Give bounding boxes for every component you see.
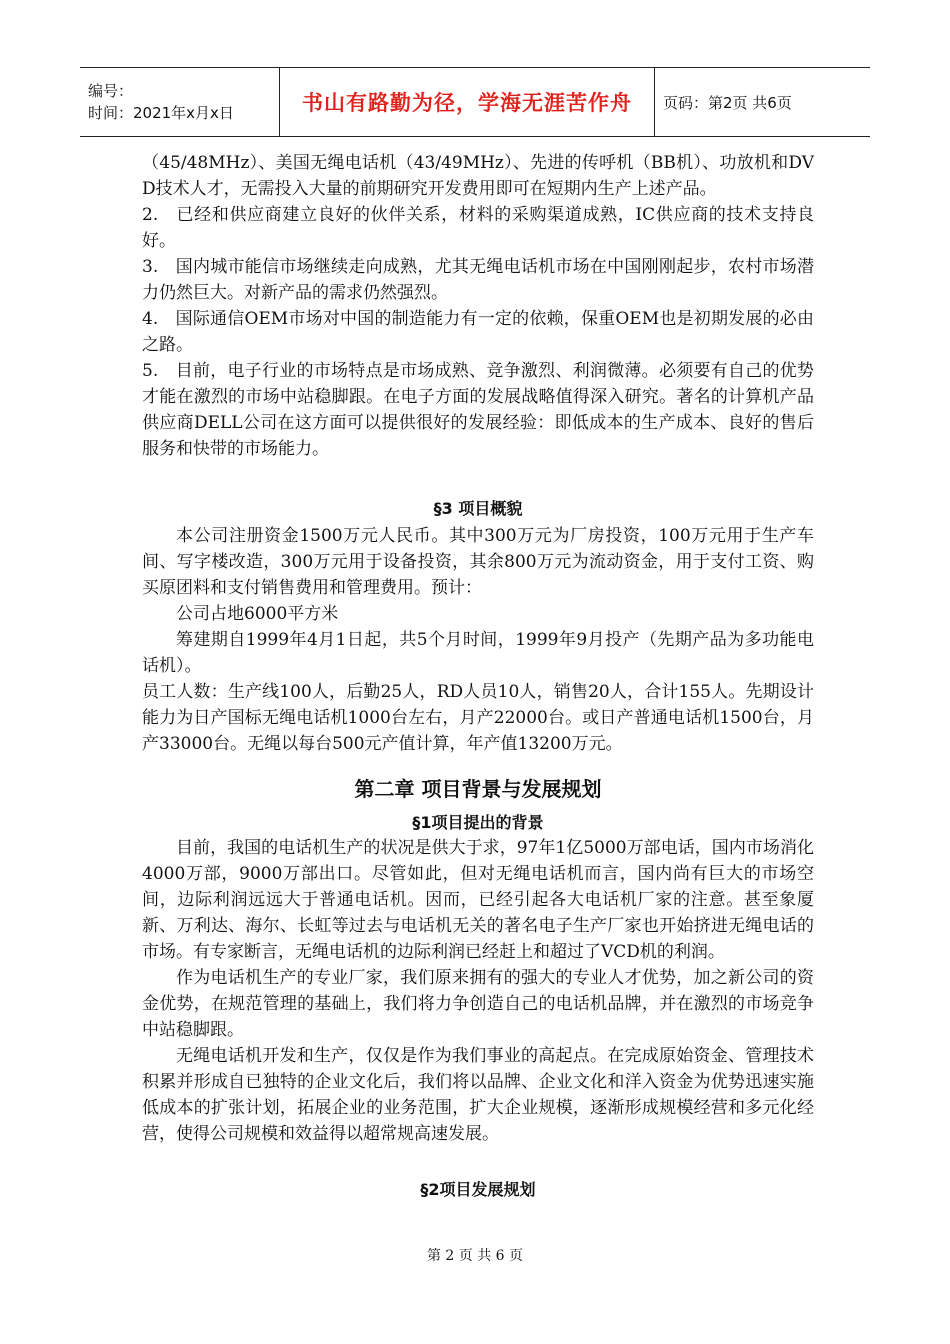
list-item-4: 4. 国际通信OEM市场对中国的制造能力有一定的依赖，保重OEM也是初期发展的必由之路。 — [142, 309, 814, 355]
chapter-2-heading: 第二章 项目背景与发展规划 — [354, 777, 602, 801]
paragraph-1: （45/48MHz）、美国无绳电话机（43/49MHz）、先进的传呼机（BB机）、功放机和DVD技术人才，无需投入大量的前期研究开发费用即可在短期内生产上述产品。 — [142, 153, 814, 199]
section-2-heading: §2项目发展规划 — [420, 1180, 536, 1199]
list-item-5: 5. 目前，电子行业的市场特点是市场成熟、竞争激烈、利润微薄。必须要有自己的优势才能在激烈的市场中站稳脚跟。在电子方面的发展战略值得深入研究。著名的计算机产品供应商DELL公司在这方面可以提供很好的发展经验：即低成本的生产成本、良好的售后服务和快带的市场能力。 — [142, 361, 814, 459]
paragraph-plan: 无绳电话机开发和生产，仅仅是作为我们事业的高起点。在完成原始资金、管理技术积累并形成自已独特的企业文化后，我们将以品牌、企业文化和洋入资金为优势迅速实施低成本的扩张计划，拓展企业的业务范围，扩大企业规模，逐渐形成规模经营和多元化经营，使得公司规模和效益得以超常规高速发展。 — [142, 1046, 814, 1144]
document-date-label: 时间：2021年x月x日 — [88, 104, 234, 122]
paragraph-advantage: 作为电话机生产的专业厂家，我们原来拥有的强大的专业人才优势，加之新公司的资金优势，在规范管理的基础上，我们将力争创造自己的电话机品牌，并在激烈的市场竞争中站稳脚跟。 — [142, 968, 814, 1040]
paragraph-capital: 本公司注册资金1500万元人民币。其中300万元为厂房投资，100万元用于生产车间、写字楼改造，300万元用于设备投资，其余800万元为流动资金，用于支付工资、购买原团料和支付销售费用和管理费用。预计： — [142, 526, 814, 598]
paragraph-schedule: 筹建期自1999年4月1日起，共5个月时间，1999年9月投产（先期产品为多功能电话机）。 — [142, 630, 814, 676]
list-item-3: 3. 国内城市能信市场继续走向成熟，尤其无绳电话机市场在中国刚刚起步，农村市场潜力仍然巨大。对新产品的需求仍然强烈。 — [142, 257, 814, 303]
paragraph-staff: 员工人数：生产线100人，后勤25人，RD人员10人，销售20人，合计155人。先期设计能力为日产国标无绳电话机1000台左右，月产22000台。或日产普通电话机1500台，月产33000台。无绳以每台500元产值计算，年产值13200万元。 — [142, 682, 814, 754]
section-3-heading: §3 项目概貌 — [433, 499, 523, 518]
header-meta — [80, 68, 280, 136]
header-motto: 书山有路勤为径，学海无涯苦作舟 — [302, 91, 632, 115]
list-item-2: 2. 已经和供应商建立良好的伙伴关系，材料的采购渠道成熟，IC供应商的技术支持良好。 — [142, 205, 814, 251]
document-body — [142, 150, 814, 1200]
header-motto-cell — [280, 68, 655, 136]
paragraph-background: 目前，我国的电话机生产的状况是供大于求，97年1亿5000万部电话，国内市场消化4000万部，9000万部出口。尽管如此，但对无绳电话机而言，国内尚有巨大的市场空间，边际利润远远大于普通电话机。因而，已经引起各大电话机厂家的注意。甚至象厦新、万利达、海尔、长虹等过去与电话机无关的著名电子生产厂家也开始挤进无绳电话的市场。有专家断言，无绳电话机的边际利润已经赶上和超过了VCD机的利润。 — [142, 838, 814, 962]
header-page-cell — [655, 68, 870, 136]
header-page-number: 页码：第2页 共6页 — [663, 93, 792, 112]
page-footer: 第 2 页 共 6 页 — [426, 1248, 524, 1264]
document-number-label: 编号： — [88, 82, 134, 100]
section-1-heading: §1项目提出的背景 — [412, 813, 544, 832]
page-header — [80, 67, 870, 137]
paragraph-land: 公司占地6000平方米 — [176, 604, 339, 624]
